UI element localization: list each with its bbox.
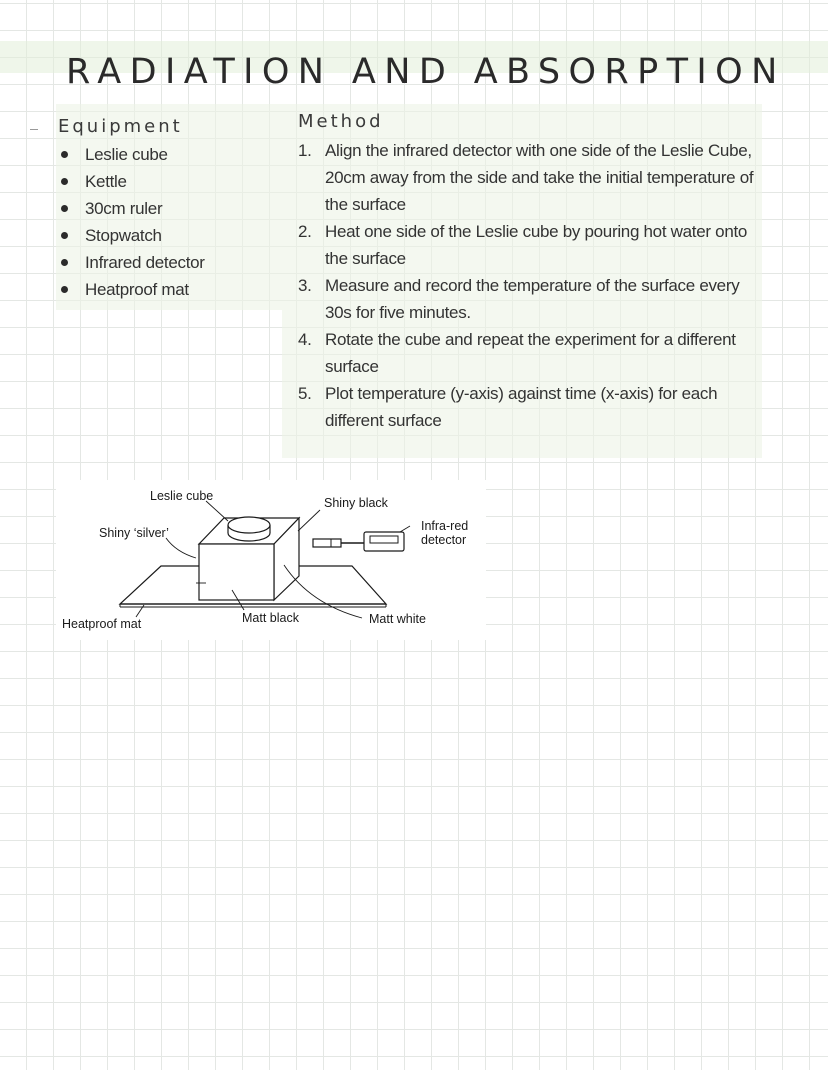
label-infrared-2: detector	[421, 533, 467, 547]
label-infrared-1: Infra-red	[421, 519, 469, 533]
label-matt-black: Matt black	[242, 611, 299, 625]
cube-front-face	[199, 544, 274, 600]
method-step: 3. Measure and record the temperature of the surface every 30s for five minutes.	[298, 276, 740, 322]
equipment-item: Heatproof mat	[58, 276, 205, 303]
label-shiny-black: Shiny black	[324, 496, 388, 510]
margin-dash	[30, 129, 38, 130]
label-shiny-silver: Shiny ‘silver’	[99, 526, 169, 540]
method-step: 2. Heat one side of the Leslie cube by pouring hot water onto the surface	[298, 222, 748, 268]
equipment-heading: Equipment	[58, 116, 183, 137]
method-step: 4. Rotate the cube and repeat the experiment for a different surface	[298, 330, 736, 376]
method-steps	[298, 137, 758, 434]
bullet-icon	[61, 178, 68, 185]
bullet-icon	[61, 151, 68, 158]
method-step: 1. Align the infrared detector with one side of the Leslie Cube, 20cm away from the side and take the initial temperature of the surface	[298, 141, 754, 214]
detector-screen	[370, 536, 398, 543]
page-title: RADIATION AND ABSORPTION	[66, 52, 786, 93]
equipment-item: Kettle	[58, 168, 205, 195]
equipment-item: 30cm ruler	[58, 195, 205, 222]
bullet-icon	[61, 232, 68, 239]
equipment-item: Infrared detector	[58, 249, 205, 276]
equipment-item: Leslie cube	[58, 141, 205, 168]
bullet-icon	[61, 286, 68, 293]
method-heading: Method	[298, 111, 384, 132]
bullet-icon	[61, 259, 68, 266]
equipment-item: Stopwatch	[58, 222, 205, 249]
detector-probe	[313, 539, 341, 547]
label-matt-white: Matt white	[369, 612, 426, 626]
bullet-icon	[61, 205, 68, 212]
label-heatproof-mat: Heatproof mat	[62, 617, 142, 631]
label-leslie-cube: Leslie cube	[150, 489, 214, 503]
leslie-cube-diagram	[56, 480, 486, 640]
equipment-list	[58, 141, 205, 303]
cube-lid-top	[228, 517, 270, 533]
method-step: 5. Plot temperature (y-axis) against time (x-axis) for each different surface	[298, 384, 718, 430]
